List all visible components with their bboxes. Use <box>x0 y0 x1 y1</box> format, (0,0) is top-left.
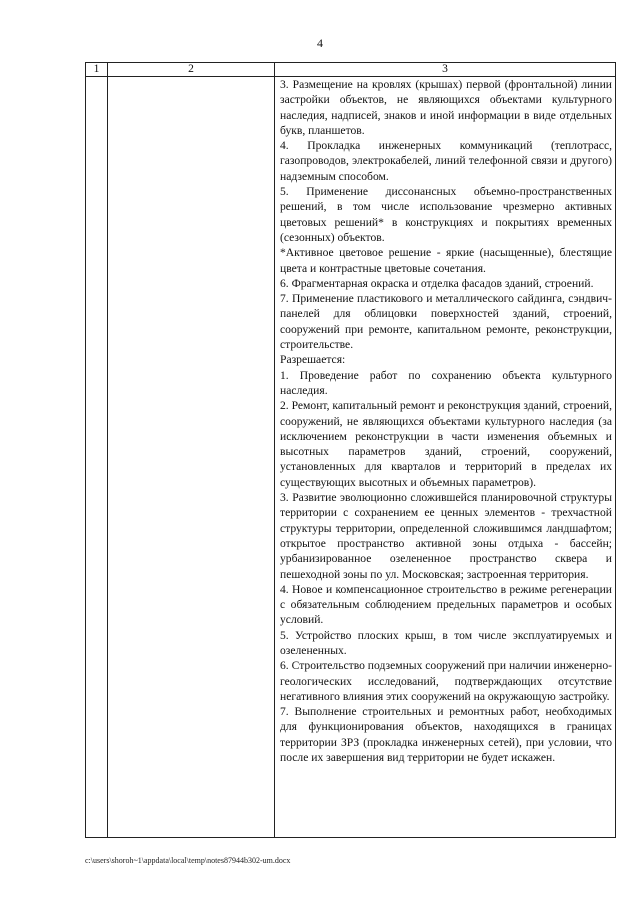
paragraph: 7. Выполнение строительных и ремонтных работ, необходимых для функционирования объектов, находящихся в границах территории ЗРЗ (прокладка инженерных сетей), при условии, что после их завершения вид территории не будет искажен. <box>280 705 612 765</box>
paragraph: 7. Применение пластикового и металлического сайдинга, сэндвич-панелей для облицовки поверхностей зданий, строений, сооружений при ремонте, капитальном ремонте, реконструкции, строительстве. <box>280 292 612 352</box>
paragraph: 3. Развитие эволюционно сложившейся планировочной структуры территории с сохранением ее ценных элементов - трехчастной структуры территории, определенной сложившимся ландшафтом; открытое пространство активной зоны отдыха - бассейн; урбанизированное озелененное пространство сквера и пешеходной зоны по ул. Московская; застроенная территория. <box>280 491 612 581</box>
paragraph: 6. Строительство подземных сооружений при наличии инженерно-геологических исследований, подтверждающих отсутствие негативного влияния этих сооружений на окружающую застройку. <box>280 659 612 703</box>
paragraph: 2. Ремонт, капитальный ремонт и реконструкция зданий, строений, сооружений, не являющихся объектами культурного наследия (за исключением реконструкции в части изменения объемных и высотных параметров зданий, строений, сооружений, установленных для кварталов и территорий в пределах их существующих высотных и объемных параметров). <box>280 399 612 489</box>
paragraph: 5. Устройство плоских крыш, в том числе эксплуатируемых и озелененных. <box>280 628 612 657</box>
cell-col-3 <box>275 77 616 838</box>
paragraph: 4. Новое и компенсационное строительство в режиме регенерации с обязательным соблюдением предельных параметров и особых условий. <box>280 582 612 627</box>
table-row <box>86 77 616 838</box>
column-header-1: 1 <box>86 63 108 77</box>
document-table <box>85 62 616 838</box>
paragraph: 3. Размещение на кровлях (крышах) первой (фронтальной) линии застройки объектов, не являющихся объектами культурного наследия, надписей, знаков и иной информации в виде отдельных букв, планшетов. <box>280 78 612 137</box>
section-heading: Разрешается: <box>280 353 346 367</box>
column-header-3: 3 <box>275 63 616 77</box>
table-header-row <box>86 63 616 77</box>
cell-col-2 <box>108 77 275 838</box>
column-header-2: 2 <box>108 63 275 77</box>
paragraph: 1. Проведение работ по сохранению объекта культурного наследия. <box>280 368 612 397</box>
footnote: *Активное цветовое решение - яркие (насыщенные), блестящие цвета и контрастные цветовые сочетания. <box>280 246 612 275</box>
cell-col-1 <box>86 77 108 838</box>
paragraph: 5. Применение диссонансных объемно-пространственных решений, в том числе использование чрезмерно активных цветовых решений* в конструкциях и покрытиях временных (сезонных) объектов. <box>280 185 612 244</box>
page-number: 4 <box>317 36 323 50</box>
file-path-footer: c:\users\shoroh~1\appdata\local\temp\notes87944b302-um.docx <box>85 856 291 865</box>
paragraph: 6. Фрагментарная окраска и отделка фасадов зданий, строений. <box>280 276 594 290</box>
paragraph: 4. Прокладка инженерных коммуникаций (теплотрасс, газопроводов, электрокабелей, линий телефонной связи и другого) надземным способом. <box>280 139 612 183</box>
